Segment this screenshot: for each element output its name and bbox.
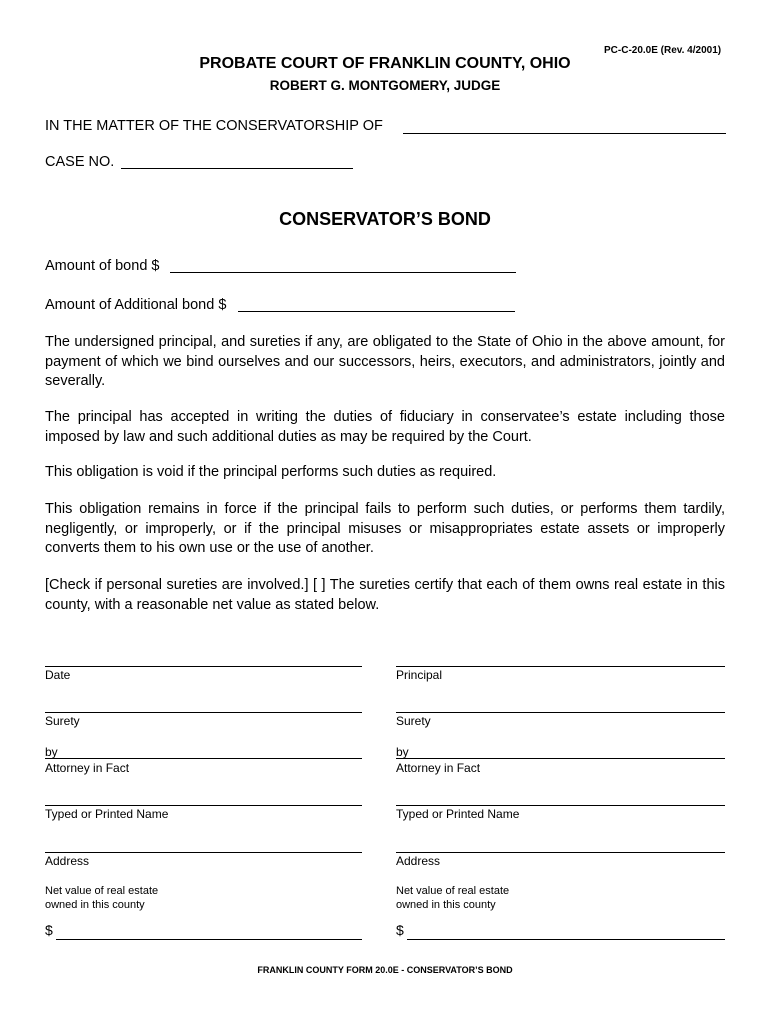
dollar-sign-left: $ <box>45 922 53 938</box>
paragraph-void: This obligation is void if the principal performs such duties as required. <box>45 464 497 480</box>
judge-name: ROBERT G. MONTGOMERY, JUDGE <box>269 78 501 93</box>
principal-label: Principal <box>396 668 443 682</box>
net-value-line-right[interactable] <box>407 939 725 940</box>
dollar-sign-right: $ <box>396 922 404 938</box>
attorney-label-right: Attorney in Fact <box>396 761 481 775</box>
attorney-label-left: Attorney in Fact <box>45 761 130 775</box>
principal-line[interactable] <box>396 666 725 667</box>
bond-amount-field[interactable] <box>170 258 516 273</box>
by-label-right: by <box>396 745 409 759</box>
additional-bond-field[interactable] <box>238 297 515 312</box>
address-label-left: Address <box>45 854 90 868</box>
paragraph-duties: The principal has accepted in writing the duties of fiduciary in conservatee’s estate including those imposed by law and such additional duties as may be required by the Court. <box>45 409 725 445</box>
attorney-line-right[interactable] <box>396 758 725 759</box>
surety-line-left[interactable] <box>45 712 362 713</box>
matter-label: IN THE MATTER OF THE CONSERVATORSHIP OF <box>45 118 383 134</box>
net-value-line-left[interactable] <box>56 939 362 940</box>
surety-line-right[interactable] <box>396 712 725 713</box>
by-label-left: by <box>45 745 58 759</box>
net-value-label-left-2: owned in this county <box>45 899 145 911</box>
form-id: PC-C-20.0E (Rev. 4/2001) <box>604 45 722 56</box>
net-value-label-left-1: Net value of real estate <box>45 885 159 897</box>
address-line-right[interactable] <box>396 852 725 853</box>
typed-name-label-right: Typed or Printed Name <box>396 807 520 821</box>
typed-name-line-left[interactable] <box>45 805 362 806</box>
surety-label-right: Surety <box>396 714 431 728</box>
typed-name-line-right[interactable] <box>396 805 725 806</box>
surety-label-left: Surety <box>45 714 80 728</box>
paragraph-sureties: [Check if personal sureties are involved.] [ ] The sureties certify that each of them owns real estate in this county, with a reasonable net value as stated below. <box>45 577 725 613</box>
date-line[interactable] <box>45 666 362 667</box>
attorney-line-left[interactable] <box>45 758 362 759</box>
net-value-label-right-1: Net value of real estate <box>396 885 510 897</box>
net-value-label-right-2: owned in this county <box>396 899 496 911</box>
address-label-right: Address <box>396 854 441 868</box>
additional-bond-label: Amount of Additional bond $ <box>45 297 227 313</box>
matter-field[interactable] <box>403 119 726 134</box>
court-name: PROBATE COURT OF FRANKLIN COUNTY, OHIO <box>199 55 571 72</box>
address-line-left[interactable] <box>45 852 362 853</box>
date-label: Date <box>45 668 71 682</box>
paragraph-in-force: This obligation remains in force if the principal fails to perform such duties, or performs them tardily, negligently, or improperly, or if the principal misuses or misappropriates estate assets or improperly converts them to his own use or the use of another. <box>45 501 725 556</box>
typed-name-label-left: Typed or Printed Name <box>45 807 169 821</box>
footer-form-name: FRANKLIN COUNTY FORM 20.0E - CONSERVATOR’S BOND <box>257 965 513 975</box>
paragraph-obligation: The undersigned principal, and sureties if any, are obligated to the State of Ohio in the above amount, for payment of which we bind ourselves and our successors, heirs, executors, and administrators, jointly and severally. <box>45 334 725 389</box>
document-title: CONSERVATOR’S BOND <box>279 209 491 229</box>
case-no-label: CASE NO. <box>45 154 115 170</box>
bond-amount-label: Amount of bond $ <box>45 258 160 274</box>
case-no-field[interactable] <box>121 154 353 169</box>
